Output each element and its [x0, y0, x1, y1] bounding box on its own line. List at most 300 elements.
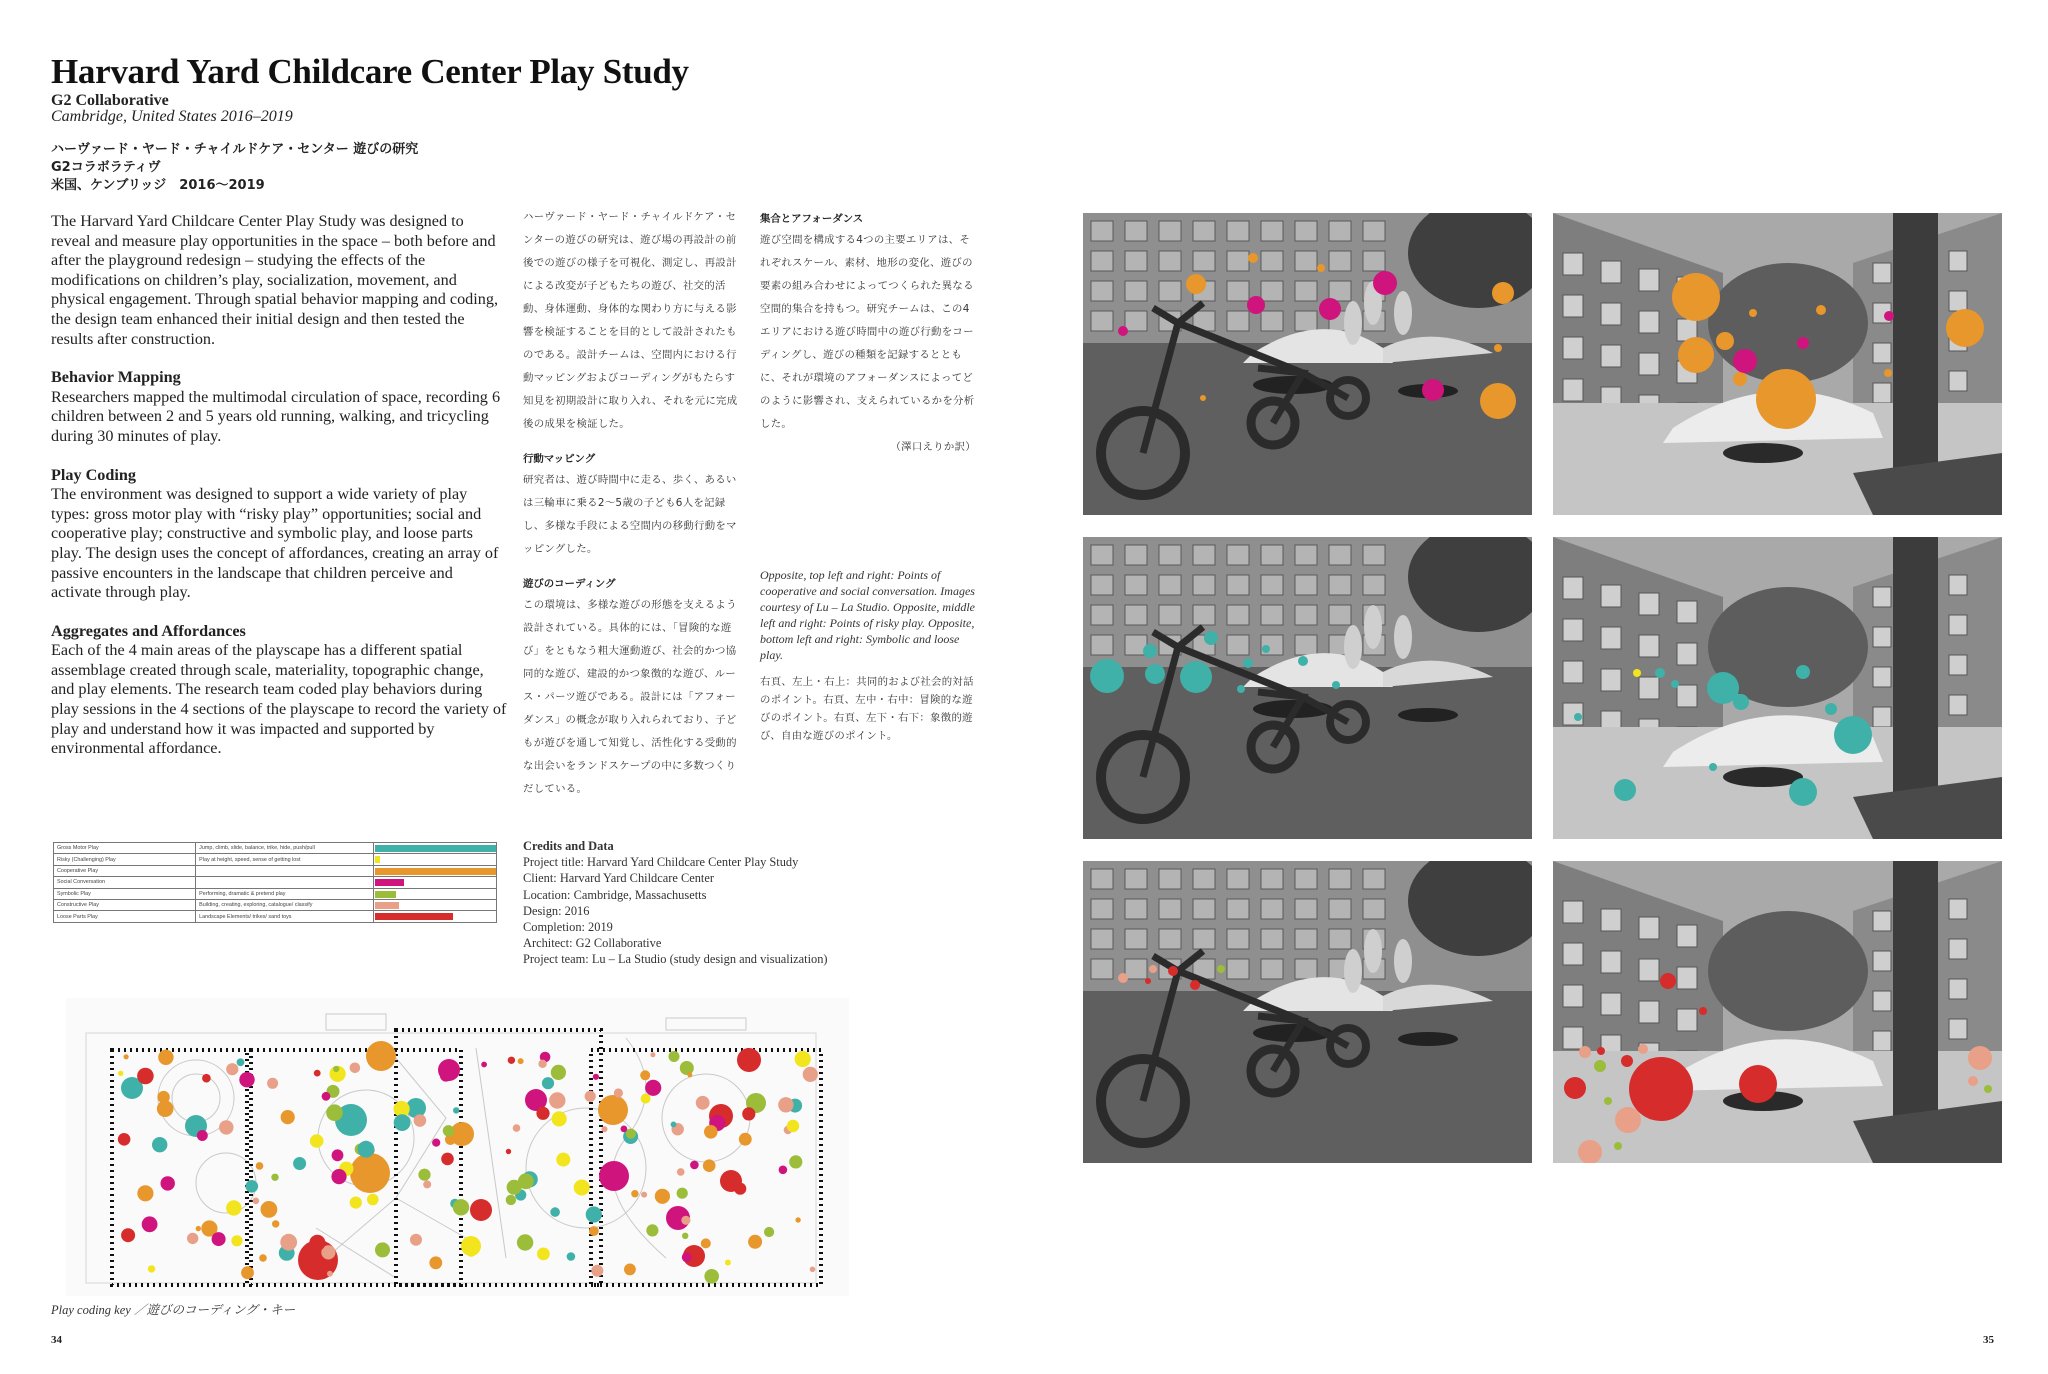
window [1227, 221, 1249, 241]
window [1873, 263, 1891, 283]
plan-play-point [137, 1185, 153, 1201]
plan-play-point [322, 1092, 331, 1101]
plan-play-point [646, 1224, 658, 1236]
window [1295, 575, 1317, 595]
plan-play-point [350, 1063, 361, 1074]
plan-play-point [598, 1095, 628, 1125]
legend-description [196, 865, 374, 876]
legend-row [54, 911, 497, 922]
plan-play-point [614, 1088, 623, 1097]
plan-play-point [394, 1114, 411, 1131]
window [1639, 311, 1659, 333]
plan-play-point [226, 1200, 241, 1215]
legend-bar-cell [373, 865, 496, 876]
legend-label: Social Conversation [54, 877, 196, 888]
window [1193, 869, 1215, 889]
window [1227, 959, 1249, 979]
plan-play-point [432, 1139, 440, 1147]
jp-firm: G2コラボラティヴ [51, 160, 161, 175]
plan-play-point [677, 1168, 685, 1176]
plan-play-point [118, 1071, 123, 1076]
legend-row [54, 843, 497, 854]
credits-block [523, 838, 923, 968]
window [1563, 253, 1583, 275]
window [1295, 869, 1317, 889]
plan-caption: Play coding key ／遊びのコーディング・キー [51, 1303, 296, 1317]
plan-play-point [645, 1080, 661, 1096]
window [1677, 601, 1697, 623]
plan-play-point [641, 1094, 651, 1104]
tree-canopy [1708, 911, 1868, 1031]
photo-illustration [1553, 537, 2002, 839]
window [1873, 343, 1891, 363]
window [1295, 311, 1317, 331]
play-point-marker [1373, 271, 1397, 295]
window [1639, 353, 1659, 375]
plan-play-point [481, 1062, 487, 1068]
plan-play-point [593, 1074, 599, 1080]
play-point-marker [1594, 1060, 1606, 1072]
window [1873, 383, 1891, 403]
play-point-marker [1739, 1065, 1777, 1103]
child-figure [1344, 625, 1362, 669]
window [1329, 575, 1351, 595]
window [1125, 575, 1147, 595]
legend-description: Play at height, speed, sense of getting lost [196, 854, 374, 865]
legend-label: Cooperative Play [54, 865, 196, 876]
credit-title: Project title: Harvard Yard Childcare Center Play Study [523, 855, 799, 870]
window [1329, 281, 1351, 301]
plan-play-point [682, 1233, 688, 1239]
plan-play-point [196, 1226, 201, 1231]
plan-play-point [748, 1235, 762, 1249]
window [1159, 605, 1181, 625]
play-point-marker [1332, 681, 1340, 689]
window [1227, 899, 1249, 919]
play-point-marker [1672, 273, 1720, 321]
plan-play-point [537, 1248, 550, 1261]
legend-bar-cell [373, 888, 496, 899]
legend-description [196, 877, 374, 888]
plan-play-point [779, 1166, 788, 1175]
jp-aggregates-text: 遊び空間を構成する4つの主要エリアは、それぞれスケール、素材、地形の変化、遊びの要素の組み合わせによってつくられた異なる空間的集合を持もつ。研究チームは、この4エリアにおける遊び時間中の遊び行動をコーディングし、遊びの種類を記録するとともに、それが環境のアフォーダンスによってどのように影響され、支えられているかを分析した。 [760, 234, 975, 430]
plan-play-point [272, 1220, 279, 1227]
plan-play-point [241, 1266, 254, 1279]
window [1193, 575, 1215, 595]
window [1227, 869, 1249, 889]
window [1295, 281, 1317, 301]
intro-text: The Harvard Yard Childcare Center Play Study was designed to reveal and measure play opportunities in the space – both before and after the playground redesign – studying the effects of the modifications on children’s play, socialization, movement, and physical engagement. Through spatial behavior mapping and coding, the design team enhanced their initial design and then tested the results after construction. [51, 212, 498, 348]
photo-illustration [1083, 537, 1532, 839]
plan-play-point [567, 1252, 576, 1261]
play-point-marker [1090, 659, 1124, 693]
photo-middle-right [1553, 537, 2002, 839]
plan-play-point [737, 1048, 761, 1072]
window [1125, 221, 1147, 241]
window [1091, 575, 1113, 595]
child-figure [1364, 929, 1382, 973]
play-point-marker [1204, 631, 1218, 645]
window [1677, 1009, 1697, 1031]
window [1295, 221, 1317, 241]
window [1261, 959, 1283, 979]
legend-label: Constructive Play [54, 899, 196, 910]
legend-row [54, 888, 497, 899]
plan-play-point [669, 1051, 680, 1062]
play-point-marker [1946, 309, 1984, 347]
plan-play-point [366, 1041, 396, 1071]
plan-play-point [574, 1180, 590, 1196]
plan-play-point [680, 1061, 694, 1075]
plan-play-point [586, 1206, 602, 1222]
plan-play-point [142, 1216, 158, 1232]
window [1193, 605, 1215, 625]
play-point-marker [1480, 383, 1516, 419]
legend-bar-cell [373, 843, 496, 854]
plan-play-point [470, 1199, 492, 1221]
photo-middle-left [1083, 537, 1532, 839]
plan-play-point [326, 1104, 343, 1121]
window [1091, 545, 1113, 565]
window [1563, 661, 1583, 683]
plan-play-point [591, 1265, 603, 1277]
window [1261, 899, 1283, 919]
child-figure [1394, 939, 1412, 983]
child-figure [1394, 291, 1412, 335]
legend-bar [375, 913, 453, 920]
plan-play-point [687, 1072, 692, 1077]
play-point-marker [1492, 282, 1514, 304]
plan-play-point [410, 1234, 422, 1246]
window [1639, 593, 1659, 615]
window [1261, 221, 1283, 241]
plan-play-point [121, 1228, 135, 1242]
window [1563, 619, 1583, 641]
window [1677, 925, 1697, 947]
window [1159, 575, 1181, 595]
plan-play-point [787, 1120, 799, 1132]
window [1677, 967, 1697, 989]
window [1949, 899, 1967, 919]
play-point-marker [1733, 349, 1757, 373]
window [1563, 295, 1583, 317]
window [1563, 337, 1583, 359]
plan-play-point [734, 1183, 746, 1195]
window [1261, 311, 1283, 331]
play-point-marker [1145, 664, 1165, 684]
plan-play-point [626, 1129, 636, 1139]
plan-play-point [256, 1162, 264, 1170]
window [1601, 303, 1621, 325]
plan-play-point [327, 1271, 333, 1277]
plan-play-point [281, 1110, 295, 1124]
play-point-marker [1494, 344, 1502, 352]
plan-play-point [157, 1091, 169, 1103]
tree-canopy [1708, 263, 1868, 383]
plan-play-point [314, 1070, 321, 1077]
window [1639, 1001, 1659, 1023]
plan-play-point [725, 1260, 731, 1266]
window [1329, 899, 1351, 919]
plan-play-point [681, 1216, 690, 1225]
window [1601, 585, 1621, 607]
legend-row [54, 854, 497, 865]
play-point-marker [1984, 1085, 1992, 1093]
trampoline [1398, 708, 1458, 722]
play-coding-legend [53, 842, 497, 923]
japanese-column-2 [760, 210, 976, 745]
plan-play-point [690, 1161, 699, 1170]
play-point-marker [1733, 694, 1749, 710]
window [1329, 221, 1351, 241]
legend-bar-cell [373, 911, 496, 922]
plan-play-point [589, 1226, 599, 1236]
jp-intro: ハーヴァード・ヤード・チャイルドケア・センターの遊びの研究は、遊び場の再設計の前後での遊びの様子を可視化、測定し、再設計による改変が子どもたちの遊び、社交的活動、身体運動、身体的な関わり方に与える影響を検証することを目的として設計されたものである。設計チームは、空間内における行動マッピングおよびコーディングがもたらす知見を初期設計に取り入れ、それを元に完成後の成果を検証した。 [523, 211, 738, 430]
legend-bar [375, 879, 404, 886]
window [1261, 869, 1283, 889]
credit-client: Client: Harvard Yard Childcare Center [523, 871, 714, 886]
plan-play-point [789, 1155, 802, 1168]
window [1639, 269, 1659, 291]
window [1091, 635, 1113, 655]
window [1873, 667, 1891, 687]
photo-caption-jp: 右頁、左上・右上：共同的および社会的対話のポイント。右頁、左中・右中：冒険的な遊びのポイント。右頁、左下・右下：象徴的遊び、自由な遊びのポイント。 [760, 676, 974, 742]
photo-top-left [1083, 213, 1532, 515]
plan-play-point [271, 1174, 278, 1181]
photo-top-right [1553, 213, 2002, 515]
window [1949, 655, 1967, 675]
window [1091, 959, 1113, 979]
play-point-marker [1699, 1007, 1707, 1015]
play-point-marker [1243, 658, 1253, 668]
window [1125, 869, 1147, 889]
plan-play-point [764, 1227, 774, 1237]
plan-play-point [333, 1066, 339, 1072]
window [1873, 1031, 1891, 1051]
legend-label: Gross Motor Play [54, 843, 196, 854]
plan-play-point [350, 1153, 390, 1193]
window [1125, 545, 1147, 565]
plan-play-point [704, 1125, 718, 1139]
child-figure [1364, 605, 1382, 649]
legend-description: Landscape Elements/ trikes/ sand toys [196, 911, 374, 922]
child-figure [1344, 949, 1362, 993]
plan-play-point [621, 1126, 628, 1133]
window [1091, 929, 1113, 949]
play-point-marker [1756, 369, 1816, 429]
play-point-marker [1678, 337, 1714, 373]
plan-play-point [778, 1097, 793, 1112]
plan-play-point [506, 1195, 516, 1205]
play-point-marker [1247, 296, 1265, 314]
plan-play-point [650, 1052, 655, 1057]
window [1601, 909, 1621, 931]
window [1329, 605, 1351, 625]
plan-play-point [441, 1153, 454, 1166]
plan-play-point [704, 1269, 719, 1284]
play-point-marker [1709, 763, 1717, 771]
plan-play-point [513, 1124, 521, 1132]
window [1295, 635, 1317, 655]
window [1295, 605, 1317, 625]
window [1601, 261, 1621, 283]
window [1125, 311, 1147, 331]
window [1159, 869, 1181, 889]
play-point-marker [1789, 778, 1817, 806]
legend-row [54, 899, 497, 910]
window [1261, 929, 1283, 949]
window [1261, 545, 1283, 565]
window [1949, 291, 1967, 311]
plan-play-point [237, 1058, 245, 1066]
plan-play-point [148, 1265, 155, 1272]
window [1563, 943, 1583, 965]
window [1563, 1027, 1583, 1049]
play-point-marker [1834, 716, 1872, 754]
window [1193, 545, 1215, 565]
plan-play-point [253, 1198, 260, 1205]
jp-translator: （澤口えりか訳） [890, 441, 976, 453]
window [1329, 545, 1351, 565]
window [1227, 281, 1249, 301]
legend-bar [375, 868, 497, 875]
window [1193, 221, 1215, 241]
window [1949, 371, 1967, 391]
window [1329, 869, 1351, 889]
plan-play-point [602, 1126, 608, 1132]
plan-play-point [423, 1180, 431, 1188]
window [1091, 281, 1113, 301]
plan-play-point [429, 1256, 442, 1269]
plan-play-point [517, 1234, 533, 1250]
play-point-marker [1629, 1057, 1693, 1121]
window [1193, 929, 1215, 949]
plan-play-point [655, 1189, 670, 1204]
window [1091, 251, 1113, 271]
window [1125, 899, 1147, 919]
window [1261, 575, 1283, 595]
play-point-marker [1317, 264, 1325, 272]
credit-team: Project team: Lu – La Studio (study design and visualization) [523, 952, 828, 967]
plan-play-point [358, 1141, 375, 1158]
play-point-marker [1143, 644, 1157, 658]
plan-play-point [310, 1134, 324, 1148]
play-point-marker [1262, 645, 1270, 653]
english-column [51, 212, 507, 759]
plan-play-point [696, 1096, 710, 1110]
window [1363, 251, 1385, 271]
window [1295, 251, 1317, 271]
jp-coding-text: この環境は、多様な遊びの形態を支えるよう設計されている。具体的には、「冒険的な遊び」をともなう粗大運動遊び、社会的かつ協同的な遊び、建設的かつ象徴的な遊び、ルース・パーツ遊びである。設計には「アフォーダンス」の概念が取り入れられており、子どもが遊びを通して知覚し、活性化する受動的な出会いをランドスケープの中に多数つくりだしている。 [523, 599, 737, 795]
window [1873, 951, 1891, 971]
window [1125, 929, 1147, 949]
credit-location: Location: Cambridge, Massachusetts [523, 887, 707, 902]
plan-play-point [556, 1153, 570, 1167]
window [1949, 1019, 1967, 1039]
plan-play-point [507, 1180, 522, 1195]
window [1227, 605, 1249, 625]
window [1639, 677, 1659, 699]
plan-play-point [187, 1233, 198, 1244]
window [1601, 951, 1621, 973]
window [1159, 929, 1181, 949]
play-point-marker [1149, 965, 1157, 973]
site-plan [66, 998, 849, 1296]
plan-play-point [219, 1120, 233, 1134]
window [1159, 281, 1181, 301]
play-point-marker [1168, 966, 1178, 976]
plan-play-point [795, 1217, 800, 1222]
window [1159, 221, 1181, 241]
credits-heading: Credits and Data [523, 839, 614, 853]
window [1227, 929, 1249, 949]
window [1227, 311, 1249, 331]
window [1949, 575, 1967, 595]
window [1261, 605, 1283, 625]
plan-play-point [640, 1070, 650, 1080]
window [1949, 939, 1967, 959]
play-point-marker [1118, 973, 1128, 983]
window [1639, 959, 1659, 981]
legend-bar-cell [373, 899, 496, 910]
plan-play-point [585, 1091, 596, 1102]
plan-play-point [550, 1207, 560, 1217]
play-point-marker [1660, 973, 1676, 989]
photo-bottom-left [1083, 861, 1532, 1163]
play-point-marker [1574, 713, 1582, 721]
plan-play-point [552, 1111, 567, 1126]
window [1563, 985, 1583, 1007]
trampoline [1723, 443, 1803, 463]
window [1601, 627, 1621, 649]
legend-bar [375, 845, 497, 852]
plan-play-point [466, 1240, 478, 1252]
page-number-right: 35 [1983, 1334, 1994, 1346]
plan-play-point [350, 1197, 362, 1209]
plan-play-point [212, 1232, 226, 1246]
window [1091, 605, 1113, 625]
plan-play-point [418, 1169, 430, 1181]
plan-play-point [624, 1264, 636, 1276]
play-point-marker [1237, 685, 1245, 693]
legend-description: Performing, dramatic & pretend play [196, 888, 374, 899]
play-point-marker [1319, 298, 1341, 320]
plan-play-point [742, 1107, 755, 1120]
window [1873, 911, 1891, 931]
plan-play-point [414, 1114, 427, 1127]
play-point-marker [1968, 1046, 1992, 1070]
play-point-marker [1633, 669, 1641, 677]
window [1563, 901, 1583, 923]
window [1261, 251, 1283, 271]
window [1091, 221, 1113, 241]
legend-bar [375, 891, 396, 898]
play-point-marker [1614, 1142, 1622, 1150]
window [1639, 635, 1659, 657]
jp-location: 米国、ケンブリッジ 2016～2019 [51, 178, 265, 193]
plan-play-point [803, 1067, 818, 1082]
plan-play-point [267, 1078, 278, 1089]
window [1601, 669, 1621, 691]
play-point-marker [1671, 680, 1679, 688]
credit-completion: Completion: 2019 [523, 920, 613, 935]
plan-play-point [137, 1068, 154, 1085]
jp-mapping-text: 研究者は、遊び時間中に走る、歩く、あるいは三輪車に乗る2～5歳の子ども6人を記録し、多様な手段による空間内の移動行動をマッピングした。 [523, 474, 737, 555]
play-point-marker [1968, 1076, 1978, 1086]
plan-play-point [440, 1070, 452, 1082]
window [1193, 899, 1215, 919]
play-point-marker [1217, 965, 1225, 973]
